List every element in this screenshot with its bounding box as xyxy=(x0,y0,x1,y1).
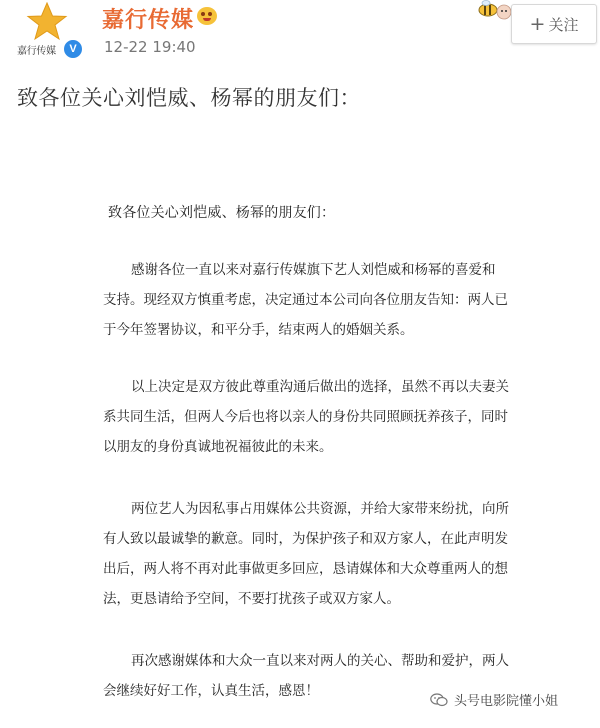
paragraph-line: 出后，两人将不再对此事做更多回应，恳请媒体和大众尊重两人的想 xyxy=(103,561,508,577)
watermark-text: 头号电影院懂小姐 xyxy=(454,694,559,709)
statement-paragraph-2 xyxy=(103,372,540,462)
paragraph-line: 法，更恳请给予空间，不要打扰孩子或双方家人。 xyxy=(103,591,400,607)
star-logo-icon xyxy=(26,2,68,42)
paragraph-line: 以上决定是双方彼此尊重沟通后做出的选择，虽然不再以夫妻关 xyxy=(131,379,509,395)
paragraph-line: 两位艺人为因私事占用媒体公共资源，并给大家带来纷扰，向所 xyxy=(131,501,509,517)
statement-paragraph-1 xyxy=(103,255,540,345)
bee-sticker-icon xyxy=(474,0,514,24)
paragraph-line: 系共同生活，但两人今后也将以亲人的身份共同照顾抚养孩子，同时 xyxy=(103,409,508,425)
paragraph-line: 会继续好好工作，认真生活，感恩！ xyxy=(103,683,319,699)
watermark xyxy=(430,690,558,709)
follow-button-label: 关注 xyxy=(548,15,579,34)
statement-paragraph-3 xyxy=(103,494,540,614)
post-title: 致各位关心刘恺威、杨幂的朋友们： xyxy=(17,86,361,110)
paragraph-line: 感谢各位一直以来对嘉行传媒旗下艺人刘恺威和杨幂的喜爱和 xyxy=(131,262,496,278)
avatar-brand-text: 嘉行传媒 xyxy=(17,46,56,57)
plus-icon: + xyxy=(529,13,546,35)
emoji-face-icon xyxy=(197,7,217,25)
follow-button[interactable] xyxy=(511,4,597,44)
account-name[interactable]: 嘉行传媒 xyxy=(102,8,195,33)
paragraph-line: 再次感谢媒体和大众一直以来对两人的关心、帮助和爱护，两人 xyxy=(131,653,509,669)
post-timestamp: 12-22 19:40 xyxy=(104,38,196,56)
paragraph-line: 以朋友的身份真诚地祝福彼此的未来。 xyxy=(103,439,333,455)
statement-image[interactable] xyxy=(0,130,600,728)
paragraph-line: 支持。现经双方慎重考虑，决定通过本公司向各位朋友告知：两人已 xyxy=(103,292,508,308)
verified-badge-icon: V xyxy=(62,38,84,60)
paragraph-line: 于今年签署协议，和平分手，结束两人的婚姻关系。 xyxy=(103,322,414,338)
statement-heading: 致各位关心刘恺威、杨幂的朋友们： xyxy=(108,205,336,221)
wechat-icon xyxy=(430,693,448,707)
paragraph-line: 有人致以最诚挚的歉意。同时，为保护孩子和双方家人，在此声明发 xyxy=(103,531,508,547)
